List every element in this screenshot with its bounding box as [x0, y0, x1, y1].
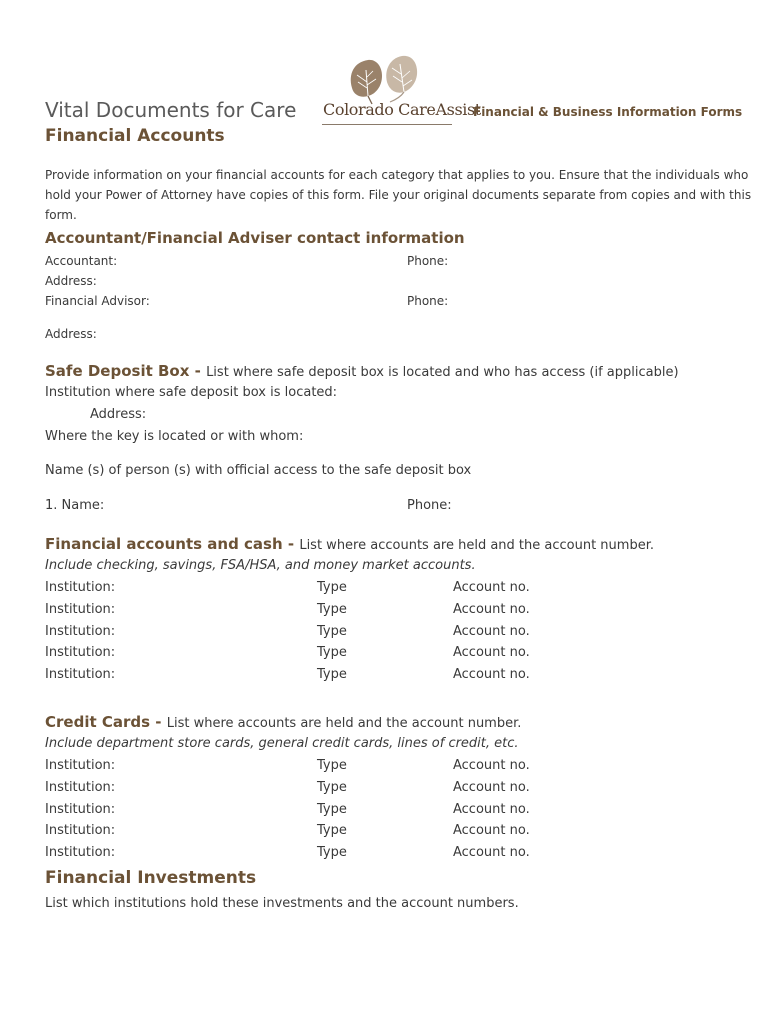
intro-line: Provide information on your financial accounts for each category that applies to you. Ensure that the individuals who: [45, 168, 749, 182]
type-label: Type: [317, 580, 347, 595]
account-no-label: Account no.: [453, 780, 530, 795]
type-label: Type: [317, 624, 347, 639]
institution-label: Institution:: [45, 602, 116, 617]
address-label: Address:: [45, 274, 97, 288]
account-no-label: Account no.: [453, 823, 530, 838]
phone-label: Phone:: [407, 294, 449, 308]
type-label: Type: [317, 802, 347, 817]
institution-label: Institution:: [45, 845, 116, 860]
address-label: Address:: [45, 327, 97, 341]
type-label: Type: [317, 602, 347, 617]
intro-line: hold your Power of Attorney have copies of this form. File your original documents separate from copies and with this: [45, 188, 752, 202]
financial-accounts-note: Include checking, savings, FSA/HSA, and money market accounts.: [45, 558, 476, 573]
institution-label: Institution:: [45, 780, 116, 795]
logo-wordmark: Colorado CareAssist: [323, 100, 481, 119]
type-label: Type: [317, 645, 347, 660]
page-subtitle: Financial Accounts: [45, 126, 225, 146]
page-title: Vital Documents for Care: [45, 98, 297, 122]
account-no-label: Account no.: [453, 624, 530, 639]
institution-label: Institution:: [45, 667, 116, 682]
institution-label: Institution:: [45, 580, 116, 595]
financial-accounts-desc: List where accounts are held and the account number.: [299, 538, 654, 553]
address-label: Address:: [90, 407, 147, 422]
institution-label: Institution:: [45, 758, 116, 773]
accountant-heading: Accountant/Financial Adviser contact information: [45, 229, 465, 247]
safe-deposit-desc: List where safe deposit box is located and who has access (if applicable): [206, 365, 679, 380]
account-no-label: Account no.: [453, 645, 530, 660]
account-no-label: Account no.: [453, 602, 530, 617]
phone-label: Phone:: [407, 498, 452, 513]
intro-line: form.: [45, 208, 77, 222]
institution-location-label: Institution where safe deposit box is located:: [45, 385, 338, 400]
investments-desc: List which institutions hold these investments and the account numbers.: [45, 896, 519, 911]
name-label: 1. Name:: [45, 498, 105, 513]
account-no-label: Account no.: [453, 667, 530, 682]
type-label: Type: [317, 758, 347, 773]
investments-heading: Financial Investments: [45, 868, 257, 888]
institution-label: Institution:: [45, 645, 116, 660]
institution-label: Institution:: [45, 823, 116, 838]
type-label: Type: [317, 780, 347, 795]
forms-label: Financial & Business Information Forms: [473, 105, 743, 119]
type-label: Type: [317, 823, 347, 838]
type-label: Type: [317, 667, 347, 682]
institution-label: Institution:: [45, 624, 116, 639]
logo-underline: [322, 124, 452, 125]
account-no-label: Account no.: [453, 580, 530, 595]
credit-cards-heading: Credit Cards -: [45, 713, 167, 731]
account-no-label: Account no.: [453, 802, 530, 817]
key-location-label: Where the key is located or with whom:: [45, 429, 304, 444]
account-no-label: Account no.: [453, 758, 530, 773]
safe-deposit-heading: Safe Deposit Box -: [45, 362, 207, 380]
accountant-label: Accountant:: [45, 254, 118, 268]
type-label: Type: [317, 845, 347, 860]
credit-cards-desc: List where accounts are held and the account number.: [166, 716, 522, 731]
phone-label: Phone:: [407, 254, 449, 268]
financial-accounts-heading: Financial accounts and cash -: [45, 535, 300, 553]
official-access-label: Name (s) of person (s) with official access to the safe deposit box: [45, 463, 472, 478]
financial-advisor-label: Financial Advisor:: [45, 294, 150, 308]
institution-label: Institution:: [45, 802, 116, 817]
credit-cards-heading-line: [45, 712, 521, 731]
financial-accounts-heading-line: [45, 534, 654, 553]
safe-deposit-heading-line: [45, 361, 679, 380]
account-no-label: Account no.: [453, 845, 530, 860]
credit-cards-note: Include department store cards, general credit cards, lines of credit, etc.: [45, 736, 519, 751]
